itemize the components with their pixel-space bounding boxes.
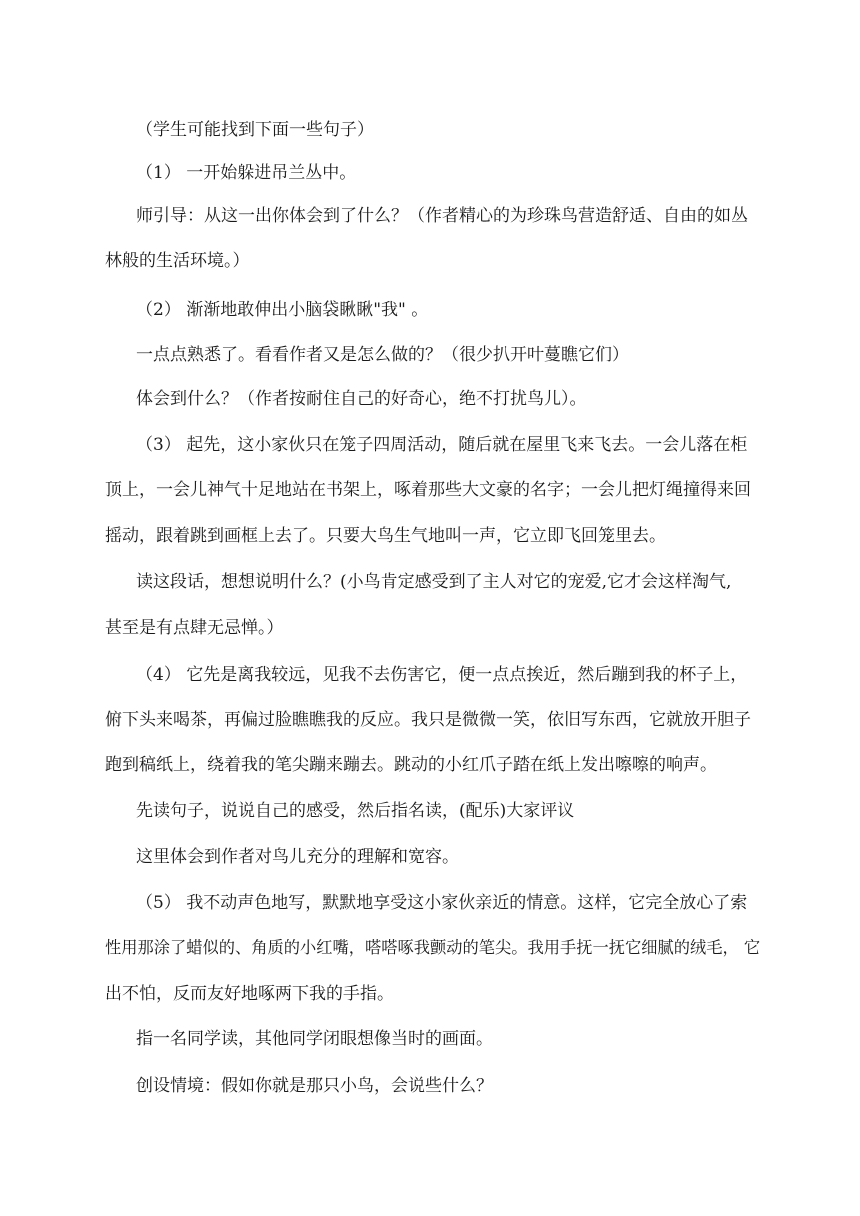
text-line: 甚至是有点肆无忌惮。） (105, 618, 284, 638)
text-line: （2） 渐渐地敢伸出小脑袋瞅瞅"我" 。 (136, 300, 429, 320)
text-line: 指一名同学读，其他同学闭眼想像当时的画面。 (136, 1029, 493, 1049)
text-line: （学生可能找到下面一些句子） (136, 120, 374, 140)
text-line: 这里体会到作者对鸟儿充分的理解和宽容。 (136, 847, 459, 867)
text-line: 性用那涂了蜡似的、角质的小红嘴，嗒嗒啄我颤动的笔尖。我用手抚一抚它细腻的绒毛， 它 (105, 938, 761, 957)
text-line: 一点点熟悉了。看看作者又是怎么做的？（很少扒开叶蔓瞧它们） (136, 345, 629, 365)
text-line: （4） 它先是离我较远，见我不去伤害它，便一点点挨近，然后蹦到我的杯子上， (136, 665, 748, 685)
text-line: 出不怕，反而友好地啄两下我的手指。 (105, 984, 394, 1004)
text-line: 林般的生活环境。） (105, 251, 250, 271)
text-line: （3） 起先，这小家伙只在笼子四周活动，随后就在屋里飞来飞去。一会儿落在柜 (136, 435, 748, 455)
text-line: 先读句子，说说自己的感受，然后指名读，(配乐)大家评议 (136, 801, 575, 821)
text-line: 顶上，一会儿神气十足地站在书架上，啄着那些大文豪的名字；一会儿把灯绳撞得来回 (105, 480, 751, 500)
text-line: 摇动，跟着跳到画框上去了。只要大鸟生气地叫一声，它立即飞回笼里去。 (105, 526, 666, 546)
text-line: （1） 一开始躲进吊兰丛中。 (136, 163, 357, 183)
text-line: 体会到什么？（作者按耐住自己的好奇心，绝不打扰鸟儿）。 (136, 389, 587, 409)
text-line: 师引导：从这一出你体会到了什么？（作者精心的为珍珠鸟营造舒适、自由的如丛 (136, 206, 748, 226)
text-line: 读这段话，想想说明什么？(小鸟肯定感受到了主人对它的宠爱,它才会这样淘气, (136, 572, 732, 592)
text-line: 俯下头来喝茶，再偏过脸瞧瞧我的反应。我只是微微一笑，依旧写东西，它就放开胆子 (105, 710, 751, 730)
text-line: （5） 我不动声色地写，默默地享受这小家伙亲近的情意。这样，它完全放心了索 (136, 893, 748, 913)
text-line: 创设情境：假如你就是那只小鸟，会说些什么？ (136, 1076, 493, 1096)
text-line: 跑到稿纸上，绕着我的笔尖蹦来蹦去。跳动的小红爪子踏在纸上发出嚓嚓的响声。 (105, 755, 717, 775)
